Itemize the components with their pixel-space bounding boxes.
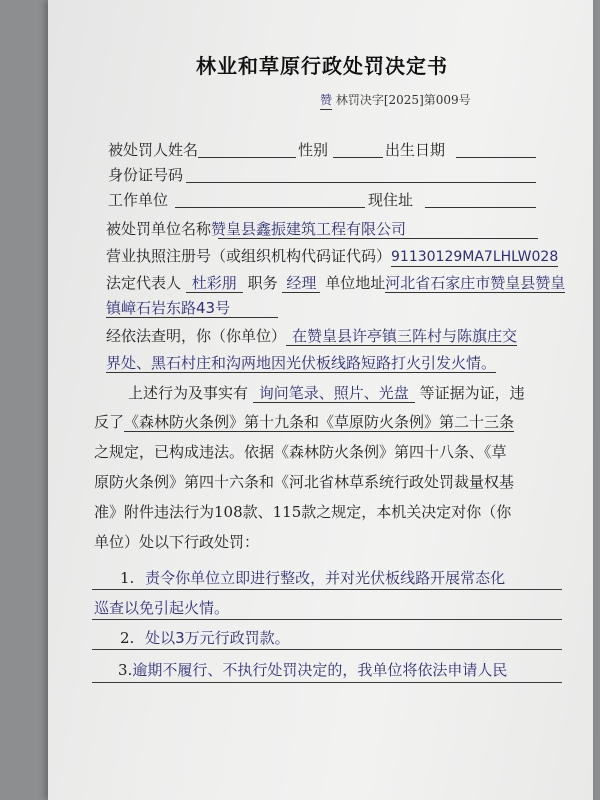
penalty-2-line-1 (120, 629, 290, 647)
facts-detail-2: 界处、黑石村庄和沟两地因光伏板线路短路打火引发火情。 (106, 354, 497, 372)
unit-address-value-2: 镇嶂石岩东路43号 (106, 299, 278, 318)
gender-label: 性别 (298, 141, 329, 159)
name-label: 被处罚人姓名 (108, 141, 199, 159)
penalty-3-line-1 (118, 661, 507, 679)
document-number-rest: 林罚决字[2025]第009号 (335, 93, 471, 107)
position-label: 职务 (247, 274, 278, 292)
legal-rep-value: 杜彩朋 (186, 274, 243, 293)
evidence-list: 询问笔录、照片、光盘 (253, 384, 415, 403)
birth-date-field (456, 157, 536, 158)
evidence-line-3: 之规定，已构成违法。依据《森林防火条例》第四十八条、《草 (94, 443, 507, 461)
facts-intro: 经依法查明，你（你单位） (106, 327, 287, 345)
position-value: 经理 (282, 274, 320, 293)
unit-address-line-2 (106, 299, 278, 318)
address-label: 现住址 (368, 191, 414, 209)
penalty-3-text-1: 逾期不履行、不执行处罚决定的，我单位将依法申请人民 (132, 661, 508, 679)
facts-line-1 (106, 327, 517, 346)
violated-regulations: 《森林防火条例》第十九条和《草原防火条例》第二十三条 (124, 413, 515, 431)
name-field (198, 157, 296, 158)
penalty-2-text-1: 处以3万元行政罚款。 (145, 629, 290, 647)
legal-rep-row (106, 274, 565, 293)
evidence-line-2 (94, 413, 514, 432)
unit-name-label: 被处罚单位名称 (106, 220, 212, 238)
penalty-1-line-2 (94, 599, 229, 617)
penalty-3-number: 3. (118, 661, 133, 679)
penalty-1-underline-2 (92, 619, 562, 620)
address-field (425, 207, 536, 208)
facts-line-2 (106, 354, 496, 373)
evidence-text-1b: 等证据为证，违 (419, 384, 525, 402)
unit-address-label: 单位地址 (325, 274, 386, 292)
id-number-field (186, 182, 536, 183)
document-number-prefix: 赞 (320, 91, 332, 110)
workplace-field (175, 207, 365, 208)
evidence-text-1a: 上述行为及事实有 (128, 384, 249, 402)
license-row (106, 247, 558, 267)
gender-field (333, 157, 383, 158)
evidence-line-6: 单位）处以下行政处罚： (94, 533, 260, 551)
license-value: 91130129MA7LHLW028 (391, 249, 559, 265)
penalty-1-underline-1 (92, 589, 562, 590)
unit-address-value-1: 河北省石家庄市赞皇县赞皇 (385, 274, 566, 292)
id-number-label: 身份证号码 (108, 166, 184, 184)
facts-detail-1: 在赞皇县许亭镇三阵村与陈旗庄交 (286, 327, 517, 346)
penalty-2-number: 2. (120, 629, 135, 647)
evidence-text-2a: 反了 (94, 413, 125, 431)
workplace-label: 工作单位 (108, 191, 169, 209)
penalty-1-line-1 (120, 569, 505, 587)
page-title: 林业和草原行政处罚决定书 (196, 54, 448, 78)
evidence-line-4: 原防火条例》第四十六条和《河北省林草系统行政处罚裁量权基 (94, 473, 515, 491)
legal-rep-label: 法定代表人 (106, 274, 182, 292)
penalty-3-underline (92, 682, 562, 683)
unit-name-underline (218, 238, 538, 239)
unit-name-value: 赞皇县鑫振建筑工程有限公司 (211, 220, 407, 238)
evidence-line-5: 准》附件违法行为108款、115款之规定，本机关决定对你（你 (94, 503, 512, 521)
penalty-1-text-1: 责令你单位立即进行整改，并对光伏板线路开展常态化 (145, 569, 506, 587)
penalty-1-text-2: 巡查以免引起火情。 (94, 599, 230, 617)
penalty-1-number: 1. (120, 569, 135, 587)
birth-label: 出生日期 (385, 141, 446, 159)
evidence-line-1 (128, 384, 525, 403)
document-number (320, 91, 471, 110)
license-label: 营业执照注册号（或组织机构代码证代码） (106, 247, 392, 265)
unit-name-row (106, 220, 406, 238)
penalty-2-underline (92, 649, 562, 650)
